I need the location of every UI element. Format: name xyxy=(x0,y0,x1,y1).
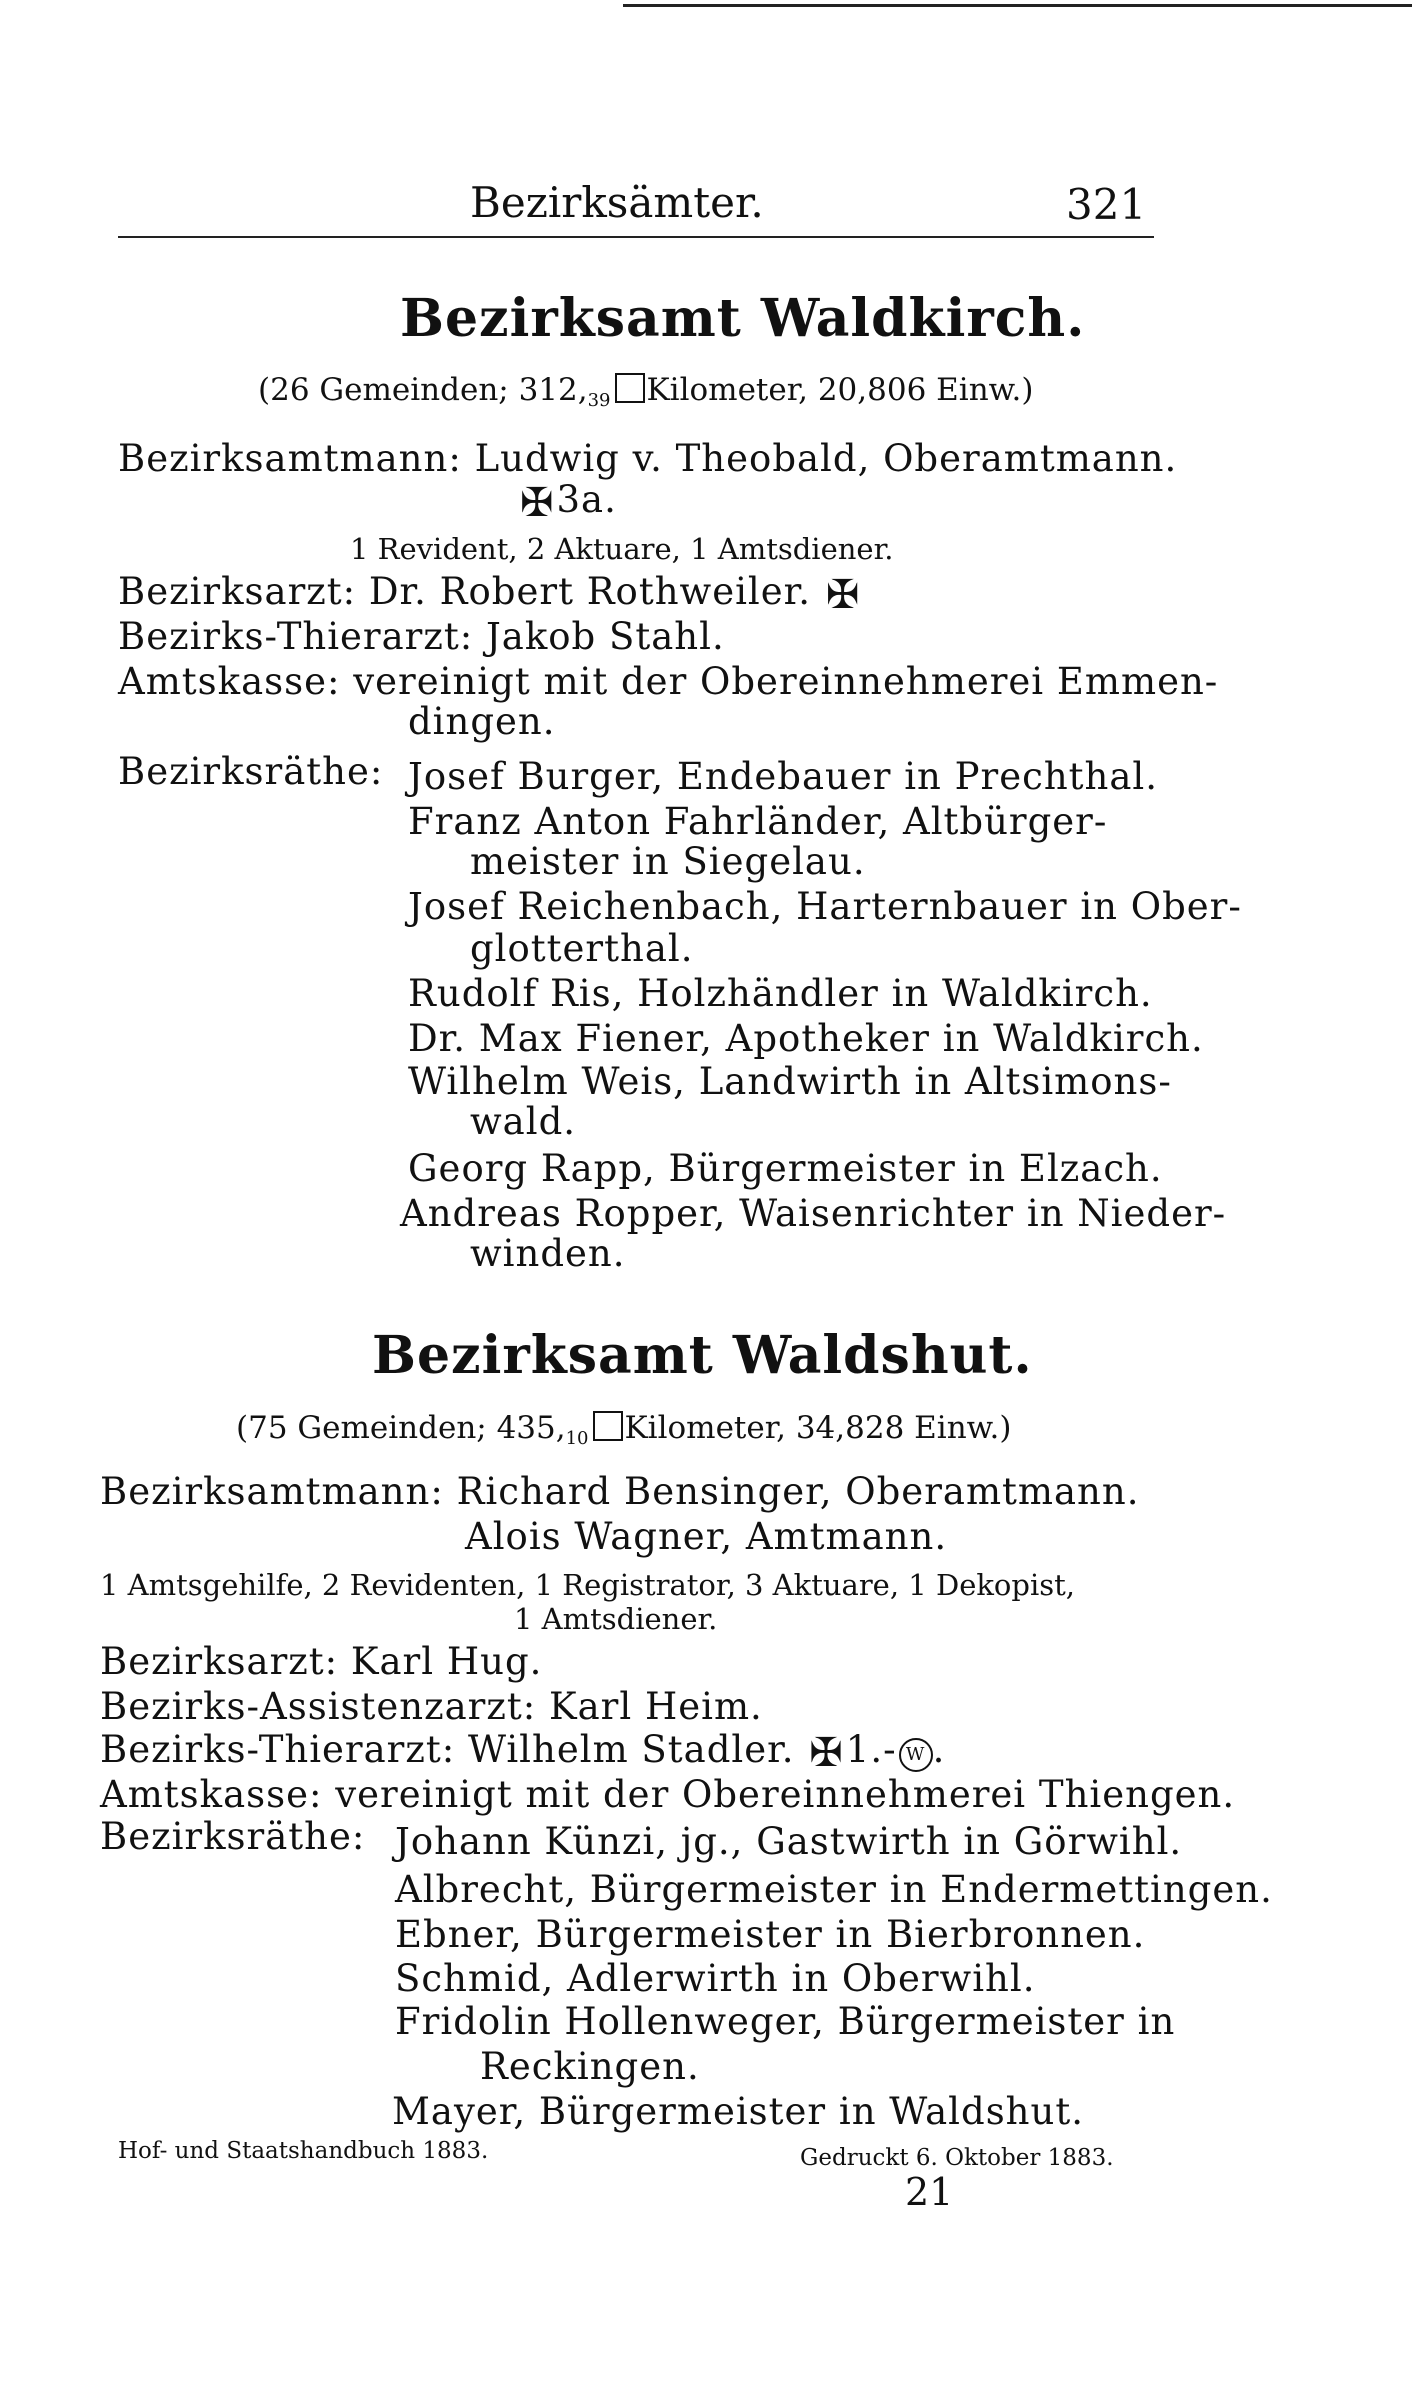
kasse-continuation: dingen. xyxy=(408,700,556,743)
amtmann-value: Richard Bensinger, Oberamtmann. xyxy=(456,1470,1140,1513)
tierarzt-label: Bezirks-Thierarzt: xyxy=(118,615,474,658)
district-info-suffix: Kilometer, 34,828 Einw.) xyxy=(624,1410,1012,1446)
kasse-row-waldshut xyxy=(100,1773,1235,1816)
tierarzt-value: Wilhelm Stadler. xyxy=(467,1728,795,1771)
amtmann-value: Ludwig v. Theobald, Oberamtmann. xyxy=(474,437,1178,480)
arzt-row-waldshut xyxy=(100,1640,542,1683)
assistenzarzt-label: Bezirks-Assistenzarzt: xyxy=(100,1685,537,1728)
tierarzt-label: Bezirks-Thierarzt: xyxy=(100,1728,456,1771)
raethe-line: meister in Siegelau. xyxy=(470,840,866,883)
district-info-prefix: (75 Gemeinden; 435, xyxy=(236,1410,566,1446)
raethe-line: winden. xyxy=(470,1232,626,1275)
assistenzarzt-value: Karl Heim. xyxy=(548,1685,763,1728)
raethe-line: Franz Anton Fahrländer, Altbürger- xyxy=(408,800,1108,843)
raethe-line: wald. xyxy=(470,1100,577,1143)
order-cross-icon: ✠ xyxy=(520,480,555,526)
section-title-waldkirch: Bezirksamt Waldkirch. xyxy=(400,288,1086,349)
tierarzt-decoration: 1.- xyxy=(845,1728,897,1771)
district-info-prefix: (26 Gemeinden; 312, xyxy=(258,372,588,408)
tierarzt-row-waldkirch xyxy=(118,615,725,658)
medal-seal-icon: W xyxy=(899,1738,933,1772)
arzt-label: Bezirksarzt: xyxy=(100,1640,339,1683)
raethe-line: Wilhelm Weis, Landwirth in Altsimons- xyxy=(408,1060,1172,1103)
area-subscript: 39 xyxy=(587,390,611,411)
amtmann-decoration-row xyxy=(518,478,617,526)
page-number: 321 xyxy=(1066,180,1147,229)
area-subscript: 10 xyxy=(565,1428,589,1449)
amtmann-label: Bezirksamtmann: xyxy=(118,437,462,480)
assistenzarzt-row-waldshut xyxy=(100,1685,763,1728)
arzt-value: Dr. Robert Rothweiler. xyxy=(368,570,812,613)
district-info-suffix: Kilometer, 20,806 Einw.) xyxy=(646,372,1034,408)
raethe-line: Schmid, Adlerwirth in Oberwihl. xyxy=(395,1957,1036,2000)
raethe-line: Mayer, Bürgermeister in Waldshut. xyxy=(392,2090,1084,2133)
square-icon xyxy=(593,1411,623,1441)
amtmann-label: Bezirksamtmann: xyxy=(100,1470,444,1513)
decoration-text: 3a. xyxy=(556,478,617,521)
raethe-line: Josef Burger, Endebauer in Prechthal. xyxy=(408,755,1159,798)
arzt-value: Karl Hug. xyxy=(350,1640,543,1683)
staff-waldkirch: 1 Revident, 2 Aktuare, 1 Amtsdiener. xyxy=(350,532,894,566)
raethe-line: Reckingen. xyxy=(480,2045,700,2088)
section-title-waldshut: Bezirksamt Waldshut. xyxy=(372,1325,1033,1386)
header-rule xyxy=(118,236,1154,238)
raethe-line: Rudolf Ris, Holzhändler in Waldkirch. xyxy=(408,972,1153,1015)
raethe-line: Dr. Max Fiener, Apotheker in Waldkirch. xyxy=(408,1017,1204,1060)
raethe-line: Fridolin Hollenweger, Bürgermeister in xyxy=(395,2000,1176,2043)
footer-imprint: Hof- und Staatshandbuch 1883. xyxy=(118,2138,489,2164)
arzt-row-waldkirch xyxy=(118,570,862,618)
staff-waldshut-2: 1 Amtsdiener. xyxy=(514,1602,718,1636)
raethe-label-waldshut: Bezirksräthe: xyxy=(100,1815,366,1858)
raethe-line: glotterthal. xyxy=(470,927,694,970)
kasse-row-waldkirch xyxy=(118,660,1218,703)
raethe-line: Josef Reichenbach, Harternbauer in Ober- xyxy=(408,885,1242,928)
raethe-line: Johann Künzi, jg., Gastwirth in Görwihl. xyxy=(395,1820,1183,1863)
kasse-value: vereinigt mit der Obereinnehmerei Thiengen. xyxy=(335,1773,1236,1816)
tierarzt-value: Jakob Stahl. xyxy=(485,615,725,658)
sheet-number: 21 xyxy=(905,2170,954,2214)
tierarzt-row-waldshut: Bezirks-Thierarzt: Wilhelm Stadler. ✠1.- W . xyxy=(100,1728,946,1776)
district-info-waldshut xyxy=(236,1410,1011,1449)
amtmann-row-waldkirch xyxy=(118,437,1177,480)
kasse-label: Amtskasse: xyxy=(118,660,341,703)
kasse-value: vereinigt mit der Obereinnehmerei Emmen- xyxy=(353,660,1219,703)
raethe-label-waldkirch: Bezirksräthe: xyxy=(118,750,384,793)
staff-waldshut: 1 Amtsgehilfe, 2 Revidenten, 1 Registrator, 3 Aktuare, 1 Dekopist, xyxy=(100,1568,1075,1602)
order-cross-icon: ✠ xyxy=(825,572,861,618)
amtmann-row-waldshut xyxy=(100,1470,1139,1513)
raethe-line: Andreas Ropper, Waisenrichter in Nieder- xyxy=(400,1192,1227,1235)
raethe-line: Georg Rapp, Bürgermeister in Elzach. xyxy=(408,1147,1163,1190)
district-info-waldkirch xyxy=(258,372,1033,411)
kasse-label: Amtskasse: xyxy=(100,1773,323,1816)
square-icon xyxy=(615,373,645,403)
arzt-label: Bezirksarzt: xyxy=(118,570,357,613)
raethe-line: Ebner, Bürgermeister in Bierbronnen. xyxy=(395,1913,1146,1956)
footer-print-date: Gedruckt 6. Oktober 1883. xyxy=(800,2145,1114,2171)
order-cross-icon: ✠ xyxy=(809,1730,844,1776)
raethe-line: Albrecht, Bürgermeister in Endermettingen. xyxy=(395,1868,1273,1911)
running-title: Bezirksämter. xyxy=(470,178,764,227)
amtmann-row-2-waldshut: Alois Wagner, Amtmann. xyxy=(465,1515,948,1558)
